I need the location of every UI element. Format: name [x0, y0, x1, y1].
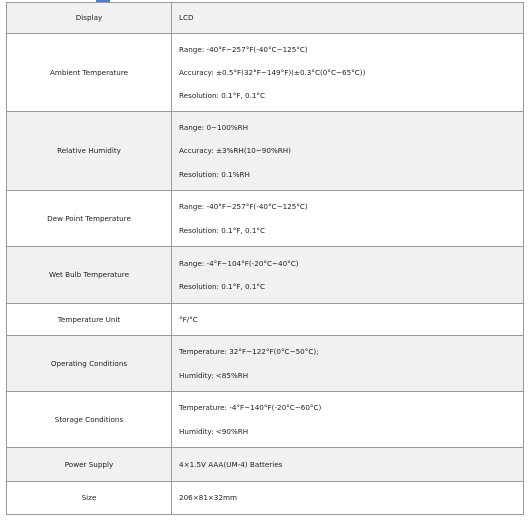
- spec-value: [172, 3, 524, 34]
- spec-value: [172, 482, 524, 515]
- spec-row-dew-point-temperature: [7, 191, 524, 247]
- spec-value-line: Humidity: <85%RH: [179, 370, 249, 380]
- spec-value: [172, 304, 524, 336]
- spec-value-line: Range: 0~100%RH: [179, 123, 249, 133]
- spec-row-operating-conditions: [7, 336, 524, 392]
- specifications-table: [6, 2, 524, 515]
- spec-value: [172, 392, 524, 448]
- spec-row-temperature-unit: [7, 304, 524, 336]
- spec-row-relative-humidity: [7, 112, 524, 191]
- spec-value: [172, 34, 524, 112]
- spec-value: [172, 336, 524, 392]
- spec-label: Relative Humidity: [7, 112, 172, 191]
- spec-value-line: Temperature: -4°F~140°F(-20°C~60°C): [179, 403, 322, 413]
- spec-value-line: Range: -4°F~104°F(-20°C~40°C): [179, 258, 299, 268]
- spec-row-storage-conditions: [7, 392, 524, 448]
- spec-label: Operating Conditions: [7, 336, 172, 392]
- spec-value: [172, 448, 524, 482]
- spec-row-power-supply: [7, 448, 524, 482]
- spec-value-line: °F/°C: [179, 314, 198, 324]
- spec-value-line: 206×81×32mm: [179, 493, 238, 503]
- spec-label: Size: [7, 482, 172, 515]
- spec-label: Power Supply: [7, 448, 172, 482]
- spec-label: Dew Point Temperature: [7, 191, 172, 247]
- spec-value-line: Accuracy: ±0.5°F(32°F~149°F)(±0.3°C(0°C~65°C)): [179, 67, 366, 77]
- spec-value-line: Humidity: <90%RH: [179, 426, 249, 436]
- spec-value-line: Resolution: 0.1%RH: [179, 169, 250, 179]
- spec-value-line: 4×1.5V AAA(UM-4) Batteries: [179, 459, 283, 469]
- spec-value: [172, 247, 524, 304]
- spec-row-size: [7, 482, 524, 515]
- spec-value-line: LCD: [179, 13, 194, 23]
- spec-value-line: Range: -40°F~257°F(-40°C~125°C): [179, 202, 308, 212]
- spec-row-display: [7, 3, 524, 34]
- spec-label: Display: [7, 3, 172, 34]
- spec-value: [172, 112, 524, 191]
- spec-value-line: Resolution: 0.1°F, 0.1°C: [179, 282, 266, 291]
- spec-row-ambient-temperature: [7, 34, 524, 112]
- spec-value-line: Resolution: 0.1°F, 0.1°C: [179, 225, 266, 235]
- spec-label: Storage Conditions: [7, 392, 172, 448]
- spec-value-line: Resolution: 0.1°F, 0.1°C: [179, 91, 266, 101]
- spec-label: Wet Bulb Temperature: [7, 247, 172, 304]
- spec-row-wet-bulb-temperature: [7, 247, 524, 304]
- spec-value-line: Accuracy: ±3%RH(10~90%RH): [179, 146, 291, 156]
- spec-label: Temperature Unit: [7, 304, 172, 336]
- spec-value-line: Temperature: 32°F~122°F(0°C~50°C);: [179, 347, 319, 357]
- spec-value: [172, 191, 524, 247]
- spec-label: Ambient Temperature: [7, 34, 172, 112]
- spec-value-line: Range: -40°F~257°F(-40°C~125°C): [179, 44, 308, 54]
